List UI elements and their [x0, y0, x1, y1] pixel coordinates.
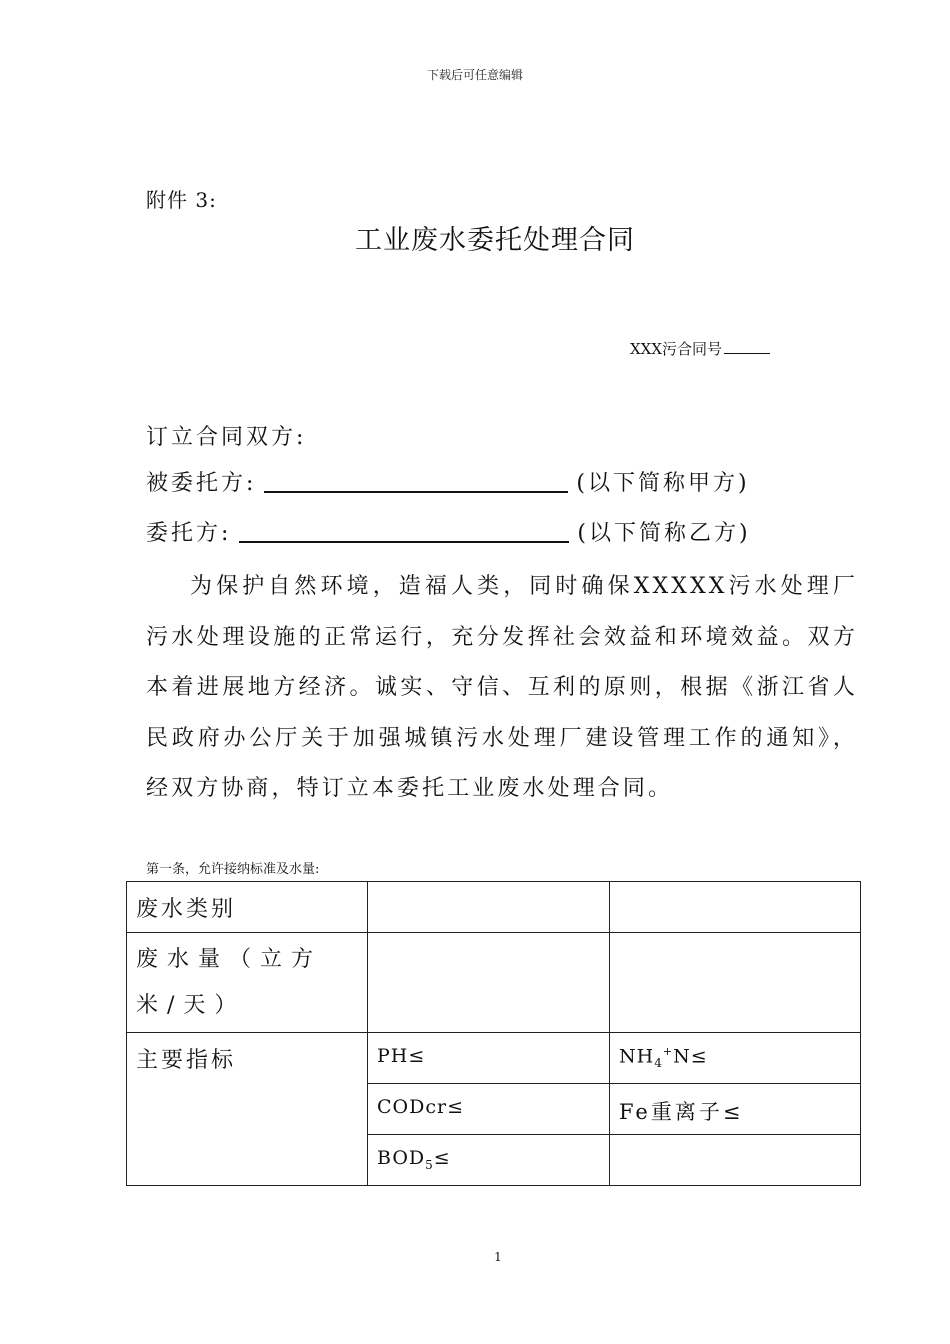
- page-number: 1: [494, 1250, 502, 1264]
- bod5-indicator: [368, 1135, 610, 1186]
- contract-number: [630, 338, 770, 359]
- party-a-label: 被委托方:: [146, 471, 257, 496]
- nh4n-indicator: [610, 1033, 861, 1084]
- wastewater-volume-extra-cell: [610, 933, 861, 1033]
- nh4n-sup: +: [662, 1045, 674, 1058]
- party-a-blank: [264, 467, 568, 493]
- bod-base: BOD: [377, 1147, 426, 1169]
- parties-heading: 订立合同双方:: [146, 425, 307, 450]
- intro-paragraph: 为保护自然环境，造福人类，同时确保XXXXX污水处理厂污水处理设施的正常运行，充分发挥社会效益和环境效益。双方本着进展地方经济。诚实、守信、互利的原则，根据《浙江省人民政府办公厅关于加强城镇污水处理厂建设管理工作的通知》，经双方协商，特订立本委托工业废水处理合同。: [146, 574, 858, 801]
- wastewater-volume-label: 废水量（立方米/天）: [127, 933, 368, 1033]
- contract-number-label: XXX污合同号: [630, 340, 723, 358]
- nh4n-base: NH: [619, 1045, 655, 1068]
- wastewater-type-extra-cell: [610, 882, 861, 933]
- codcr-indicator: CODcr≤: [368, 1084, 610, 1135]
- main-indicators-label: 主要指标: [127, 1033, 368, 1186]
- party-b-blank: [239, 517, 569, 543]
- wastewater-type-label: 废水类别: [127, 882, 368, 933]
- fe-indicator: Fe重离子≤: [610, 1084, 861, 1135]
- table-row: [127, 1033, 861, 1084]
- wastewater-type-value-cell: [368, 882, 610, 933]
- wastewater-volume-value-cell: [368, 933, 610, 1033]
- header-note: 下载后可任意编辑: [426, 68, 523, 82]
- table-caption: 第一条，允许接纳标准及水量:: [146, 862, 320, 877]
- nh4n-sub: 4: [654, 1056, 663, 1071]
- ph-indicator: PH≤: [368, 1033, 610, 1084]
- bod-tail: ≤: [433, 1147, 451, 1169]
- document-title: 工业废水委托处理合同: [355, 225, 635, 256]
- party-b-row: [146, 516, 751, 547]
- discharge-standards-table: [126, 881, 861, 1186]
- contract-number-blank: [724, 339, 770, 354]
- party-b-label: 委托方:: [146, 521, 232, 546]
- bod-sub: 5: [425, 1157, 434, 1172]
- table-row: [127, 882, 861, 933]
- party-a-row: [146, 466, 750, 497]
- empty-indicator-cell: [610, 1135, 861, 1186]
- party-a-note: (以下简称甲方): [576, 471, 750, 496]
- party-b-note: (以下简称乙方): [577, 521, 751, 546]
- nh4n-tail: N≤: [673, 1045, 708, 1068]
- attachment-label: 附件 3:: [146, 188, 217, 212]
- table-row: [127, 933, 861, 1033]
